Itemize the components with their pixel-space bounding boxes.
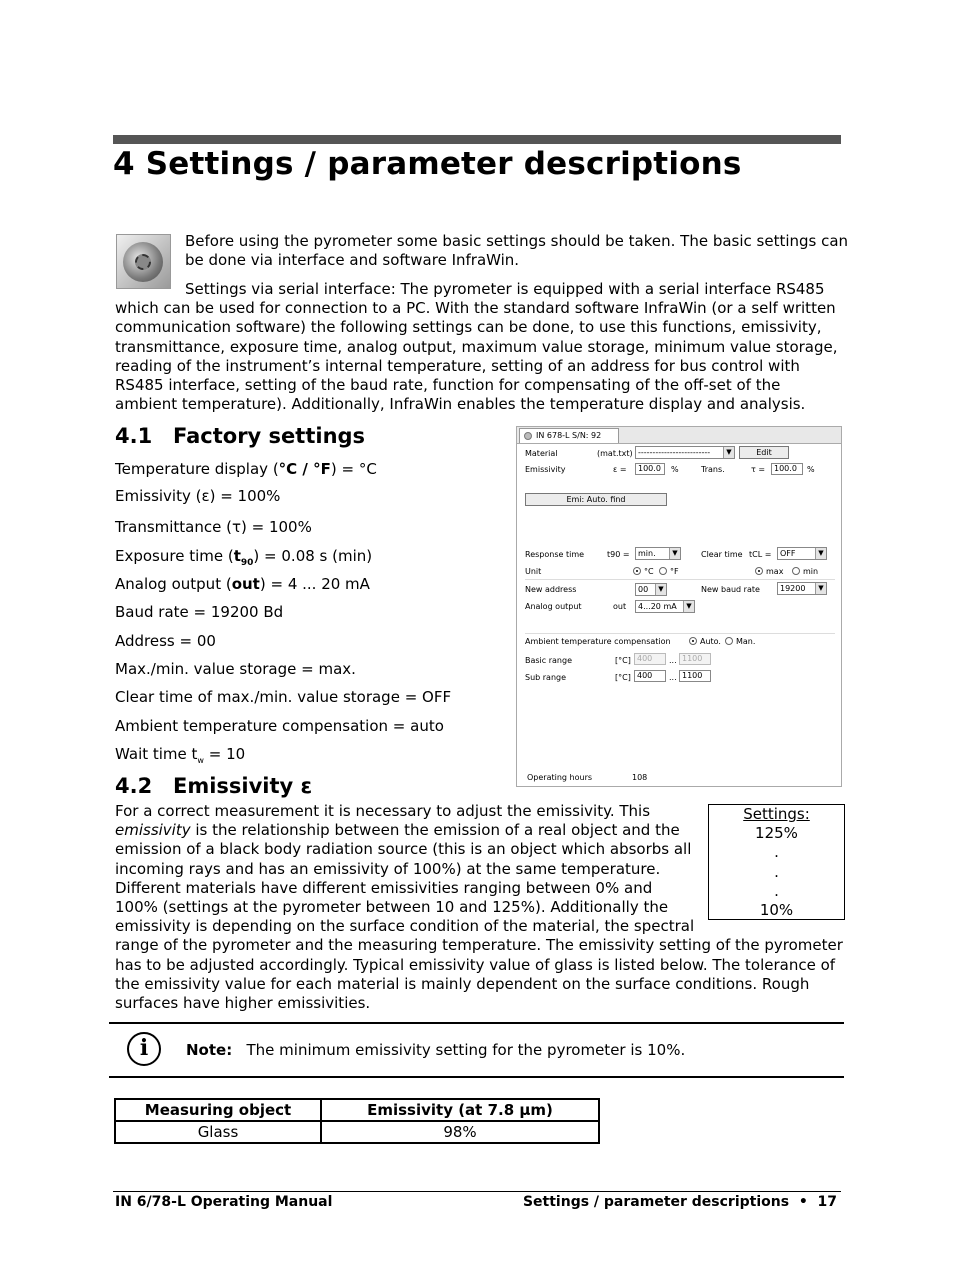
paragraph-line: For a correct measurement it is necessary to adjust the emissivity. This <box>115 802 651 820</box>
analog-output-label: Analog output <box>525 602 582 611</box>
factory-exposure: Exposure time $(t_{90}) = 0.08$ s (min) <box>115 547 373 568</box>
section-heading-factory: 4.1 Factory settings <box>115 424 366 448</box>
analog-output-select[interactable]: 4...20 mA ▼ <box>635 600 695 613</box>
column-header: Measuring object <box>115 1099 321 1121</box>
transmittance-unit: % <box>807 465 815 474</box>
clear-time-select[interactable]: OFF ▼ <box>777 547 827 560</box>
factory-ambient: Ambient temperature compensation = auto <box>115 717 444 735</box>
settings-max: 125% <box>755 824 798 843</box>
serial-line: communication software) the following settings can be done, to use this functions, emissivity, <box>115 318 822 337</box>
serial-line: which can be used for connection to a PC. With the standard software InfraWin (or a self written <box>115 299 836 318</box>
chevron-down-icon: ▼ <box>815 583 826 594</box>
factory-clear: Clear time of max./min. value storage = OFF <box>115 688 452 706</box>
factory-emissivity: Emissivity (ε) = 100% <box>115 487 281 505</box>
sub-range-from-input[interactable]: 400 <box>634 670 666 682</box>
unit-label: Unit <box>525 567 542 576</box>
paragraph-line: 100% (settings at the pyrometer between 10 and 125%). Additionally the <box>115 898 669 917</box>
software-screenshot <box>516 426 842 787</box>
settings-box <box>708 804 845 920</box>
settings-dot: . <box>774 862 779 881</box>
baud-select[interactable]: 19200 ▼ <box>777 582 827 595</box>
paragraph-line: emission of a black body radiation source (this is an object which absorbs all <box>115 840 692 859</box>
material-file-label: (mat.txt) <box>597 449 633 458</box>
emissivity-table <box>114 1098 600 1144</box>
paragraph-line: Different materials have different emissivities ranging between 0% and <box>115 878 653 897</box>
basic-range-label: Basic range <box>525 656 572 665</box>
ambient-label: Ambient temperature compensation <box>525 637 671 646</box>
note-top-rule <box>109 1022 844 1024</box>
min-radio[interactable] <box>792 567 800 575</box>
serial-line: reading of the instrument’s internal temperature, setting of an address for bus control with <box>115 356 800 375</box>
unit-c-radio[interactable] <box>633 567 641 575</box>
chapter-rule <box>113 135 841 144</box>
new-baud-label: New baud rate <box>701 585 760 594</box>
table-cell: Glass <box>115 1121 321 1143</box>
min-label: min <box>803 567 819 576</box>
t90-select[interactable]: min. ▼ <box>635 547 681 560</box>
paragraph-line: emissivity is depending on the surface condition of the material, the spectral <box>115 917 695 936</box>
paragraph-line: range of the pyrometer and the measuring temperature. The emissivity setting of the pyrometer <box>115 936 843 955</box>
factory-temp-display: Temperature display (°C / °F) = °C <box>115 460 377 478</box>
intro-line: be done via interface and software InfraWin. <box>185 251 520 270</box>
factory-maxmin: Max./min. value storage = max. <box>115 660 356 678</box>
material-select[interactable]: ------------------------- ▼ <box>635 446 735 459</box>
footer-right: Settings / parameter descriptions • 17 <box>522 1194 837 1210</box>
paragraph-line: surfaces have higher emissivities. <box>115 994 371 1013</box>
emissivity-input[interactable]: 100.0 <box>635 463 665 475</box>
paragraph-line: emissivity is the relationship between the emission of a real object and the <box>115 821 680 840</box>
chevron-down-icon: ▼ <box>723 447 734 458</box>
settings-dot: . <box>774 881 779 900</box>
footer-rule <box>113 1191 841 1192</box>
device-icon <box>524 432 532 440</box>
info-icon: i <box>127 1032 161 1066</box>
material-label: Material <box>525 449 558 458</box>
divider <box>525 579 835 580</box>
intro-line: Before using the pyrometer some basic settings should be taken. The basic settings can <box>185 232 849 250</box>
chevron-down-icon: ▼ <box>655 584 666 595</box>
paragraph-line: incoming rays and has an emissivity of 100%) at the same temperature. <box>115 859 661 878</box>
factory-transmittance: Transmittance (τ) = 100% <box>115 518 312 536</box>
chapter-title: 4 Settings / parameter descriptions <box>113 146 742 182</box>
tcl-label: tCL = <box>749 550 772 559</box>
clear-time-label: Clear time <box>701 550 743 559</box>
ambient-auto-label: Auto. <box>700 637 721 646</box>
sub-range-unit: [°C] <box>615 673 631 682</box>
emi-auto-find-button[interactable]: Emi: Auto. find <box>525 493 667 506</box>
factory-address: Address = 00 <box>115 632 216 650</box>
basic-range-from-input[interactable]: 400 <box>634 653 666 665</box>
ambient-man-radio[interactable] <box>725 637 733 645</box>
response-time-label: Response time <box>525 550 585 559</box>
basic-range-to-input[interactable]: 1100 <box>679 653 711 665</box>
chevron-down-icon: ▼ <box>669 548 680 559</box>
basic-range-unit: [°C] <box>615 656 631 665</box>
factory-analog: Analog output (out) = 4 ... 20 mA <box>115 575 370 593</box>
table-row <box>115 1121 599 1143</box>
serial-line: transmittance, exposure time, analog output, maximum value storage, minimum value storage, <box>115 337 838 356</box>
settings-title: Settings: <box>743 805 810 823</box>
serial-paragraph <box>115 280 838 414</box>
paragraph-line: has to be adjusted accordingly. Typical emissivity value of glass is listed below. The tolerance of <box>115 955 836 974</box>
note-text: The minimum emissivity setting for the pyrometer is 10%. <box>246 1041 686 1059</box>
chevron-down-icon: ▼ <box>815 548 826 559</box>
settings-min: 10% <box>759 901 794 920</box>
serial-line: Settings via serial interface: The pyrometer is equipped with a serial interface RS485 <box>185 280 825 298</box>
operating-hours-value: 108 <box>632 773 648 782</box>
note <box>186 1041 685 1059</box>
unit-f-label: °F <box>670 567 679 576</box>
out-label: out <box>613 602 627 611</box>
operating-hours-label: Operating hours <box>527 773 593 782</box>
ambient-auto-radio[interactable] <box>689 637 697 645</box>
unit-c-label: °C <box>644 567 654 576</box>
factory-wait: Wait time $t_w = 10$ <box>115 745 246 765</box>
footer-left: IN 6/78-L Operating Manual <box>115 1194 333 1210</box>
ambient-man-label: Man. <box>736 637 756 646</box>
note-label: Note: <box>186 1041 233 1059</box>
basic-range-dots: ... <box>669 656 677 665</box>
max-radio[interactable] <box>755 567 763 575</box>
chevron-down-icon: ▼ <box>683 601 694 612</box>
t90-label: t90 = <box>607 550 630 559</box>
sub-range-label: Sub range <box>525 673 567 682</box>
table-header-row <box>115 1099 599 1121</box>
section-heading-emissivity: 4.2 Emissivity ε <box>115 774 313 798</box>
tau-symbol: τ = <box>751 465 766 474</box>
tab-strip <box>517 427 841 444</box>
transmittance-label: Trans. <box>701 465 725 474</box>
note-bottom-rule <box>109 1076 844 1078</box>
serial-line: RS485 interface, setting of the baud rate, function for compensating of the off-set of the <box>115 376 781 395</box>
unit-f-radio[interactable] <box>659 567 667 575</box>
table-cell: 98% <box>321 1121 599 1143</box>
intro-paragraph <box>185 232 848 270</box>
edit-button[interactable]: Edit <box>739 446 789 459</box>
emissivity-unit: % <box>671 465 679 474</box>
divider <box>525 633 835 634</box>
emissivity-label: Emissivity <box>525 465 566 474</box>
paragraph-line: the emissivity value for each material is mainly dependent on the surface conditions. Rough <box>115 974 810 993</box>
serial-line: ambient temperature). Additionally, InfraWin enables the temperature display and analysis. <box>115 395 806 414</box>
epsilon-symbol: ε = <box>613 465 627 474</box>
sub-range-dots: ... <box>669 673 677 682</box>
column-header: Emissivity (at 7.8 µm) <box>321 1099 599 1121</box>
transmittance-input[interactable]: 100.0 <box>771 463 803 475</box>
address-select[interactable]: 00 ▼ <box>635 583 667 596</box>
new-address-label: New address <box>525 585 577 594</box>
settings-dot: . <box>774 843 779 862</box>
device-tab[interactable]: IN 678-L S/N: 92 <box>519 428 619 443</box>
factory-baud: Baud rate = 19200 Bd <box>115 603 284 621</box>
max-label: max <box>766 567 784 576</box>
sub-range-to-input[interactable]: 1100 <box>679 670 711 682</box>
